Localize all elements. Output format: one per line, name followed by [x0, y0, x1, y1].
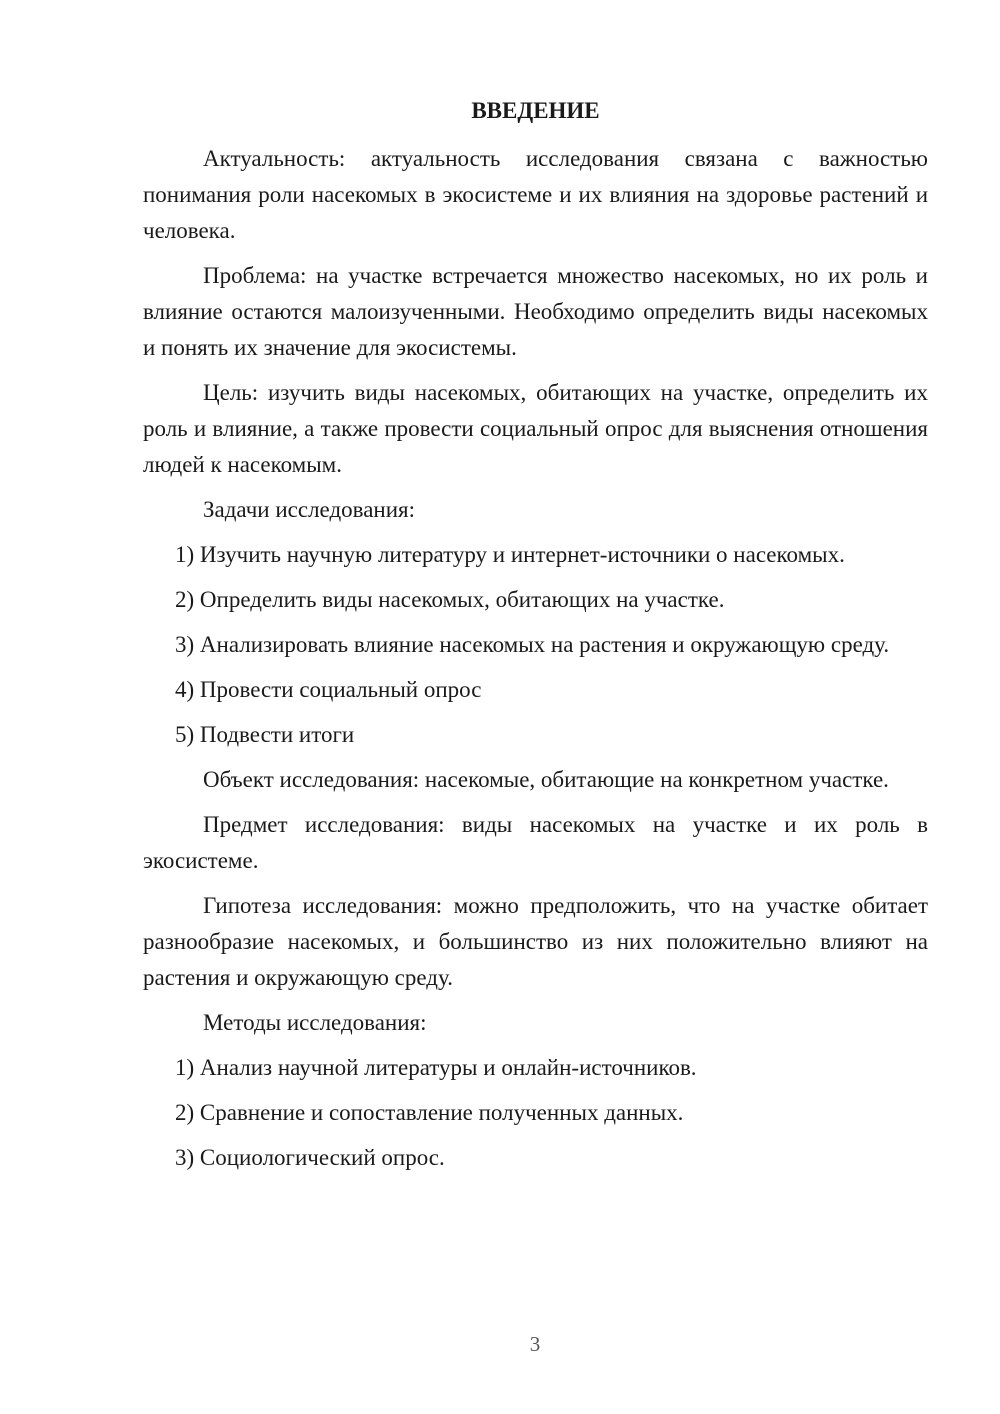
goal-paragraph: Цель: изучить виды насекомых, обитающих на участке, определить их роль и влияние, а также провести социальный опрос для выяснения отношения людей к насекомым.	[143, 380, 928, 477]
relevance-paragraph: Актуальность: актуальность исследования связана с важностью понимания роли насекомых в экосистеме и их влияния на здоровье растений и человека.	[143, 146, 928, 243]
task-item: 1) Изучить научную литературу и интернет-источники о насекомых.	[175, 542, 845, 567]
method-item: 1) Анализ научной литературы и онлайн-источников.	[175, 1055, 697, 1080]
method-item: 3) Социологический опрос.	[175, 1145, 445, 1170]
task-item: 2) Определить виды насекомых, обитающих на участке.	[175, 587, 725, 612]
hypothesis-paragraph: Гипотеза исследования: можно предположить, что на участке обитает разнообразие насекомых, и большинство из них положительно влияют на растения и окружающую среду.	[143, 893, 928, 990]
tasks-list	[143, 537, 928, 753]
object-paragraph: Объект исследования: насекомые, обитающие на конкретном участке.	[203, 767, 889, 792]
methods-heading: Методы исследования:	[203, 1010, 427, 1035]
task-item: 5) Подвести итоги	[175, 722, 355, 747]
subject-paragraph: Предмет исследования: виды насекомых на участке и их роль в экосистеме.	[143, 812, 928, 873]
page-number: 3	[529, 1332, 541, 1356]
page-title: ВВЕДЕНИЕ	[471, 98, 600, 123]
page-body	[143, 141, 928, 1185]
task-item: 4) Провести социальный опрос	[175, 677, 482, 702]
tasks-heading: Задачи исследования:	[203, 497, 416, 522]
problem-paragraph: Проблема: на участке встречается множество насекомых, но их роль и влияние остаются малоизученными. Необходимо определить виды насекомых и понять их значение для экосистемы.	[143, 263, 928, 360]
task-item: 3) Анализировать влияние насекомых на растения и окружающую среду.	[175, 632, 890, 657]
method-item: 2) Сравнение и сопоставление полученных данных.	[175, 1100, 684, 1125]
methods-list	[143, 1050, 928, 1176]
